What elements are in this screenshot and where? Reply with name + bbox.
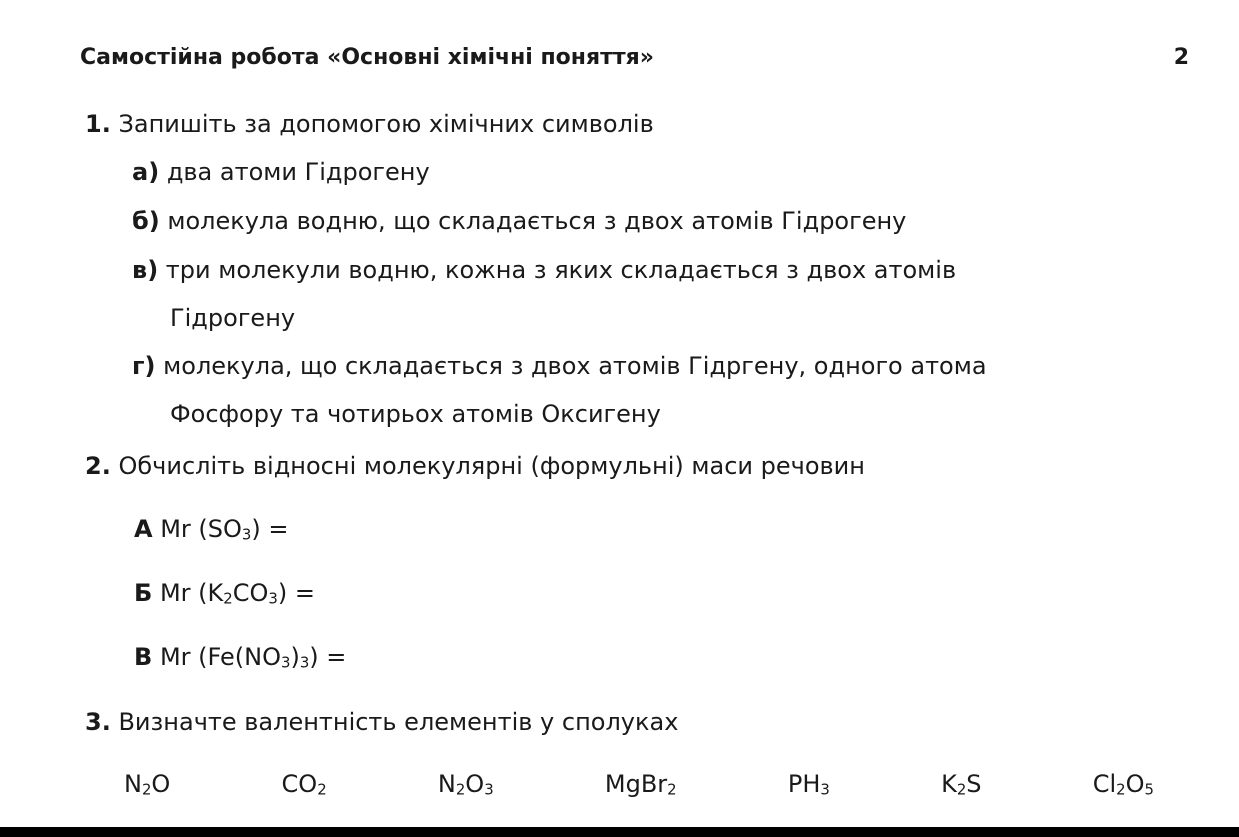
formula-item bbox=[124, 770, 170, 798]
page-number: 2 bbox=[1173, 45, 1189, 70]
formula-subscript: 3 bbox=[299, 653, 310, 672]
option-prefix: Mr ( bbox=[160, 515, 208, 543]
item-text: три молекули водню, кожна з яких складається з двох атомів bbox=[165, 256, 957, 284]
formula-text: O bbox=[151, 770, 171, 798]
option-suffix: ) = bbox=[277, 579, 315, 607]
task-1-heading bbox=[85, 110, 654, 138]
task-1-item-g-continuation: Фосфору та чотирьох атомів Оксигену bbox=[170, 400, 661, 428]
formula-item bbox=[438, 770, 494, 798]
task-1-item-g bbox=[132, 352, 987, 380]
formula-text: O bbox=[1125, 770, 1145, 798]
option-formula bbox=[208, 643, 310, 671]
formula-subscript: 3 bbox=[241, 525, 252, 544]
formula-subscript: 2 bbox=[455, 780, 466, 799]
formula-text: S bbox=[966, 770, 982, 798]
formula-item bbox=[1093, 770, 1154, 798]
item-letter: а) bbox=[132, 158, 160, 186]
formula-text: K bbox=[941, 770, 957, 798]
formula-text: N bbox=[437, 770, 456, 798]
formula-text: N bbox=[124, 770, 142, 798]
formula-text: SO bbox=[207, 515, 242, 543]
task-3-text: Визначте валентність елементів у сполуках bbox=[118, 708, 679, 736]
formula-subscript: 2 bbox=[667, 780, 677, 799]
formula-subscript: 2 bbox=[956, 780, 967, 799]
formula-subscript: 3 bbox=[820, 780, 830, 799]
formula-text: Cl bbox=[1092, 770, 1117, 798]
bottom-bar bbox=[0, 827, 1239, 837]
task-3-number: 3. bbox=[85, 708, 111, 736]
option-suffix: ) = bbox=[309, 643, 347, 671]
formula-text: O bbox=[465, 770, 485, 798]
formula-subscript: 2 bbox=[317, 780, 327, 799]
item-letter: б) bbox=[132, 207, 160, 235]
task-1-item-v-continuation: Гідрогену bbox=[170, 304, 296, 332]
formula-subscript: 5 bbox=[1144, 780, 1154, 799]
formula-text: K bbox=[207, 579, 224, 607]
item-letter: г) bbox=[132, 352, 156, 380]
page-title: Самостійна робота «Основні хімічні поняття» bbox=[80, 45, 654, 70]
item-text: молекула водню, що складається з двох атомів Гідрогену bbox=[167, 207, 907, 235]
option-prefix: Mr ( bbox=[159, 579, 208, 607]
task-2-option-a bbox=[134, 515, 289, 543]
option-prefix: Mr ( bbox=[159, 643, 208, 671]
task-2-text: Обчисліть відносні молекулярні (формульні) маси речовин bbox=[118, 452, 865, 480]
task-2-heading bbox=[85, 452, 865, 480]
task-1-item-b bbox=[132, 207, 906, 235]
task-1-item-v bbox=[132, 256, 956, 284]
formula-item bbox=[941, 770, 981, 798]
formula-text: Fe(NO bbox=[207, 643, 281, 671]
formula-text: PH bbox=[787, 770, 821, 798]
formula-subscript: 3 bbox=[280, 653, 291, 672]
task-1-item-a bbox=[132, 158, 430, 186]
task-3-formula-list bbox=[124, 770, 1154, 798]
formula-text: CO bbox=[281, 770, 318, 798]
formula-text: ) bbox=[290, 643, 300, 671]
option-formula bbox=[208, 579, 278, 607]
formula-subscript: 2 bbox=[1116, 780, 1126, 799]
option-suffix: ) = bbox=[251, 515, 289, 543]
task-1-text: Запишіть за допомогою хімічних символів bbox=[118, 110, 654, 138]
formula-subscript: 3 bbox=[268, 589, 278, 608]
task-2-number: 2. bbox=[85, 452, 111, 480]
formula-item bbox=[788, 770, 830, 798]
item-text: два атоми Гідрогену bbox=[166, 158, 430, 186]
option-letter: В bbox=[134, 643, 153, 671]
formula-text: CO bbox=[232, 579, 269, 607]
formula-subscript: 2 bbox=[141, 780, 152, 799]
formula-item bbox=[282, 770, 327, 798]
item-text: молекула, що складається з двох атомів Гідргену, одного атома bbox=[163, 352, 987, 380]
option-letter: Б bbox=[134, 579, 153, 607]
formula-subscript: 3 bbox=[484, 780, 494, 799]
task-2-option-v bbox=[134, 643, 346, 671]
formula-item bbox=[605, 770, 677, 798]
option-formula bbox=[208, 515, 252, 543]
item-letter: в) bbox=[132, 256, 159, 284]
formula-subscript: 2 bbox=[223, 589, 233, 608]
task-3-heading bbox=[85, 708, 678, 736]
formula-text: MgBr bbox=[604, 770, 668, 798]
option-letter: А bbox=[134, 515, 153, 543]
task-2-option-b bbox=[134, 579, 315, 607]
task-1-number: 1. bbox=[85, 110, 111, 138]
